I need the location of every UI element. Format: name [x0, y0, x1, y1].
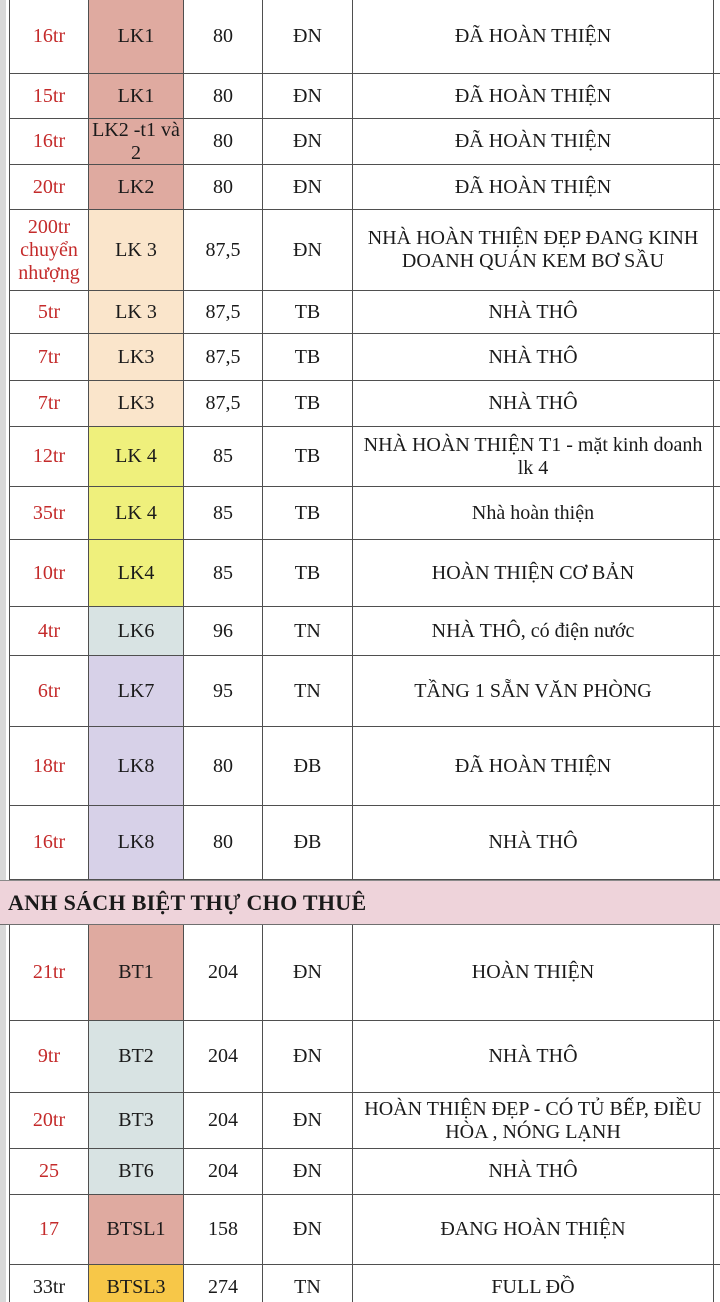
listing-row — [9, 925, 720, 1021]
direction-cell[interactable]: ĐN — [263, 74, 353, 119]
unit-code-cell[interactable]: LK 3 — [89, 210, 184, 291]
status-cell[interactable]: ĐÃ HOÀN THIỆN — [353, 0, 714, 74]
edge-sliver — [714, 607, 720, 656]
unit-code-cell[interactable]: LK 4 — [89, 487, 184, 540]
area-cell[interactable]: 85 — [184, 427, 263, 487]
price-cell[interactable]: 12tr — [10, 427, 89, 487]
section-header-villa-rentals[interactable]: ANH SÁCH BIỆT THỰ CHO THUÊ — [0, 880, 720, 925]
direction-cell[interactable]: ĐN — [263, 1195, 353, 1265]
edge-sliver — [714, 806, 720, 880]
area-cell[interactable]: 204 — [184, 1149, 263, 1195]
area-cell[interactable]: 274 — [184, 1265, 263, 1302]
left-margin-strip — [0, 0, 9, 1302]
direction-cell[interactable]: ĐN — [263, 119, 353, 165]
status-cell[interactable]: ĐÃ HOÀN THIỆN — [353, 119, 714, 165]
unit-code-cell[interactable]: LK 4 — [89, 427, 184, 487]
direction-cell[interactable]: ĐN — [263, 1149, 353, 1195]
area-cell[interactable]: 85 — [184, 540, 263, 607]
unit-code-cell[interactable]: LK1 — [89, 74, 184, 119]
area-cell[interactable]: 204 — [184, 925, 263, 1021]
direction-cell[interactable]: TB — [263, 334, 353, 381]
area-cell[interactable]: 87,5 — [184, 334, 263, 381]
price-cell[interactable]: 15tr — [10, 74, 89, 119]
edge-sliver — [714, 1021, 720, 1093]
area-cell[interactable]: 95 — [184, 656, 263, 727]
price-cell[interactable]: 17 — [10, 1195, 89, 1265]
price-cell[interactable]: 9tr — [10, 1021, 89, 1093]
direction-cell[interactable]: TB — [263, 540, 353, 607]
status-cell[interactable]: ĐÃ HOÀN THIỆN — [353, 74, 714, 119]
edge-sliver — [714, 540, 720, 607]
area-cell[interactable]: 80 — [184, 806, 263, 880]
listing-row — [9, 1021, 720, 1093]
status-cell[interactable]: ĐANG HOÀN THIỆN — [353, 1195, 714, 1265]
price-cell[interactable]: 33tr — [10, 1265, 89, 1302]
status-cell[interactable]: ĐÃ HOÀN THIỆN — [353, 727, 714, 806]
status-cell[interactable]: TẦNG 1 SẴN VĂN PHÒNG — [353, 656, 714, 727]
status-cell[interactable]: NHÀ THÔ — [353, 806, 714, 880]
listing-grid — [9, 0, 720, 1302]
direction-cell[interactable]: TN — [263, 1265, 353, 1302]
listing-row — [9, 334, 720, 381]
unit-code-cell[interactable]: LK2 -t1 và 2 — [89, 119, 184, 165]
direction-cell[interactable]: ĐN — [263, 210, 353, 291]
price-cell[interactable]: 25 — [10, 1149, 89, 1195]
direction-cell[interactable]: ĐB — [263, 727, 353, 806]
edge-sliver — [714, 925, 720, 1021]
listing-row — [9, 291, 720, 334]
area-cell[interactable]: 158 — [184, 1195, 263, 1265]
listing-row — [9, 806, 720, 880]
status-cell[interactable]: NHÀ THÔ, có điện nước — [353, 607, 714, 656]
direction-cell[interactable]: TN — [263, 607, 353, 656]
unit-code-cell[interactable]: LK 3 — [89, 291, 184, 334]
price-cell[interactable]: 20tr — [10, 165, 89, 210]
price-cell[interactable]: 7tr — [10, 334, 89, 381]
price-cell[interactable]: 18tr — [10, 727, 89, 806]
price-cell[interactable]: 35tr — [10, 487, 89, 540]
status-cell[interactable]: HOÀN THIỆN — [353, 925, 714, 1021]
unit-code-cell[interactable]: BTSL3 — [89, 1265, 184, 1302]
status-cell[interactable]: FULL ĐỒ — [353, 1265, 714, 1302]
area-cell[interactable]: 80 — [184, 74, 263, 119]
direction-cell[interactable]: TN — [263, 656, 353, 727]
unit-code-cell[interactable]: BT3 — [89, 1093, 184, 1149]
price-cell[interactable]: 16tr — [10, 0, 89, 74]
listing-row — [9, 1195, 720, 1265]
direction-cell[interactable]: ĐN — [263, 0, 353, 74]
unit-code-cell[interactable]: LK3 — [89, 381, 184, 427]
listing-row — [9, 540, 720, 607]
edge-sliver — [714, 334, 720, 381]
edge-sliver — [714, 0, 720, 74]
status-cell[interactable]: NHÀ THÔ — [353, 1021, 714, 1093]
price-cell[interactable]: 5tr — [10, 291, 89, 334]
direction-cell[interactable]: TB — [263, 291, 353, 334]
unit-code-cell[interactable]: LK3 — [89, 334, 184, 381]
status-cell[interactable]: NHÀ THÔ — [353, 291, 714, 334]
status-cell[interactable]: HOÀN THIỆN CƠ BẢN — [353, 540, 714, 607]
listing-row — [9, 656, 720, 727]
edge-sliver — [714, 74, 720, 119]
listing-row — [9, 1265, 720, 1302]
status-cell[interactable]: HOÀN THIỆN ĐẸP - CÓ TỦ BẾP, ĐIỀU HÒA , NÓNG LẠNH — [353, 1093, 714, 1149]
edge-sliver — [714, 656, 720, 727]
price-cell[interactable]: 20tr — [10, 1093, 89, 1149]
listing-row — [9, 727, 720, 806]
edge-sliver — [714, 119, 720, 165]
price-cell[interactable]: 10tr — [10, 540, 89, 607]
status-cell[interactable]: NHÀ THÔ — [353, 381, 714, 427]
listing-row — [9, 381, 720, 427]
edge-sliver — [714, 1093, 720, 1149]
status-cell[interactable]: Nhà hoàn thiện — [353, 487, 714, 540]
edge-sliver — [714, 427, 720, 487]
edge-sliver — [714, 381, 720, 427]
price-cell[interactable]: 200tr chuyển nhượng — [10, 210, 89, 291]
direction-cell[interactable]: ĐN — [263, 1021, 353, 1093]
edge-sliver — [714, 727, 720, 806]
unit-code-cell[interactable]: BT6 — [89, 1149, 184, 1195]
direction-cell[interactable]: TB — [263, 427, 353, 487]
direction-cell[interactable]: ĐN — [263, 1093, 353, 1149]
listing-row — [9, 74, 720, 119]
area-cell[interactable]: 80 — [184, 165, 263, 210]
area-cell[interactable]: 204 — [184, 1021, 263, 1093]
listing-row — [9, 427, 720, 487]
area-cell[interactable]: 87,5 — [184, 381, 263, 427]
direction-cell[interactable]: TB — [263, 487, 353, 540]
price-cell[interactable]: 16tr — [10, 119, 89, 165]
listing-row — [9, 0, 720, 74]
price-cell[interactable]: 16tr — [10, 806, 89, 880]
area-cell[interactable]: 80 — [184, 727, 263, 806]
listing-row — [9, 607, 720, 656]
edge-sliver — [714, 210, 720, 291]
unit-code-cell[interactable]: BT1 — [89, 925, 184, 1021]
area-cell[interactable]: 80 — [184, 0, 263, 74]
direction-cell[interactable]: ĐN — [263, 165, 353, 210]
price-cell[interactable]: 7tr — [10, 381, 89, 427]
price-cell[interactable]: 6tr — [10, 656, 89, 727]
listing-row — [9, 165, 720, 210]
area-cell[interactable]: 80 — [184, 119, 263, 165]
unit-code-cell[interactable]: BT2 — [89, 1021, 184, 1093]
direction-cell[interactable]: ĐB — [263, 806, 353, 880]
edge-sliver — [714, 1265, 720, 1302]
edge-sliver — [714, 1149, 720, 1195]
edge-sliver — [714, 487, 720, 540]
area-cell[interactable]: 204 — [184, 1093, 263, 1149]
edge-sliver — [714, 291, 720, 334]
listing-row — [9, 1093, 720, 1149]
direction-cell[interactable]: TB — [263, 381, 353, 427]
price-cell[interactable]: 21tr — [10, 925, 89, 1021]
price-cell[interactable]: 4tr — [10, 607, 89, 656]
unit-code-cell[interactable]: LK1 — [89, 0, 184, 74]
edge-sliver — [714, 165, 720, 210]
unit-code-cell[interactable]: BTSL1 — [89, 1195, 184, 1265]
area-cell[interactable]: 87,5 — [184, 210, 263, 291]
unit-code-cell[interactable]: LK7 — [89, 656, 184, 727]
status-cell[interactable]: ĐÃ HOÀN THIỆN — [353, 165, 714, 210]
unit-code-cell[interactable]: LK8 — [89, 806, 184, 880]
unit-code-cell[interactable]: LK6 — [89, 607, 184, 656]
listing-row — [9, 1149, 720, 1195]
edge-sliver — [714, 1195, 720, 1265]
direction-cell[interactable]: ĐN — [263, 925, 353, 1021]
area-cell[interactable]: 96 — [184, 607, 263, 656]
status-cell[interactable]: NHÀ THÔ — [353, 334, 714, 381]
unit-code-cell[interactable]: LK4 — [89, 540, 184, 607]
unit-code-cell[interactable]: LK8 — [89, 727, 184, 806]
listing-row — [9, 210, 720, 291]
area-cell[interactable]: 87,5 — [184, 291, 263, 334]
listing-row — [9, 487, 720, 540]
status-cell[interactable]: NHÀ HOÀN THIỆN ĐẸP ĐANG KINH DOANH QUÁN KEM BƠ SẦU — [353, 210, 714, 291]
status-cell[interactable]: NHÀ HOÀN THIỆN T1 - mặt kinh doanh lk 4 — [353, 427, 714, 487]
unit-code-cell[interactable]: LK2 — [89, 165, 184, 210]
listing-row — [9, 119, 720, 165]
area-cell[interactable]: 85 — [184, 487, 263, 540]
status-cell[interactable]: NHÀ THÔ — [353, 1149, 714, 1195]
